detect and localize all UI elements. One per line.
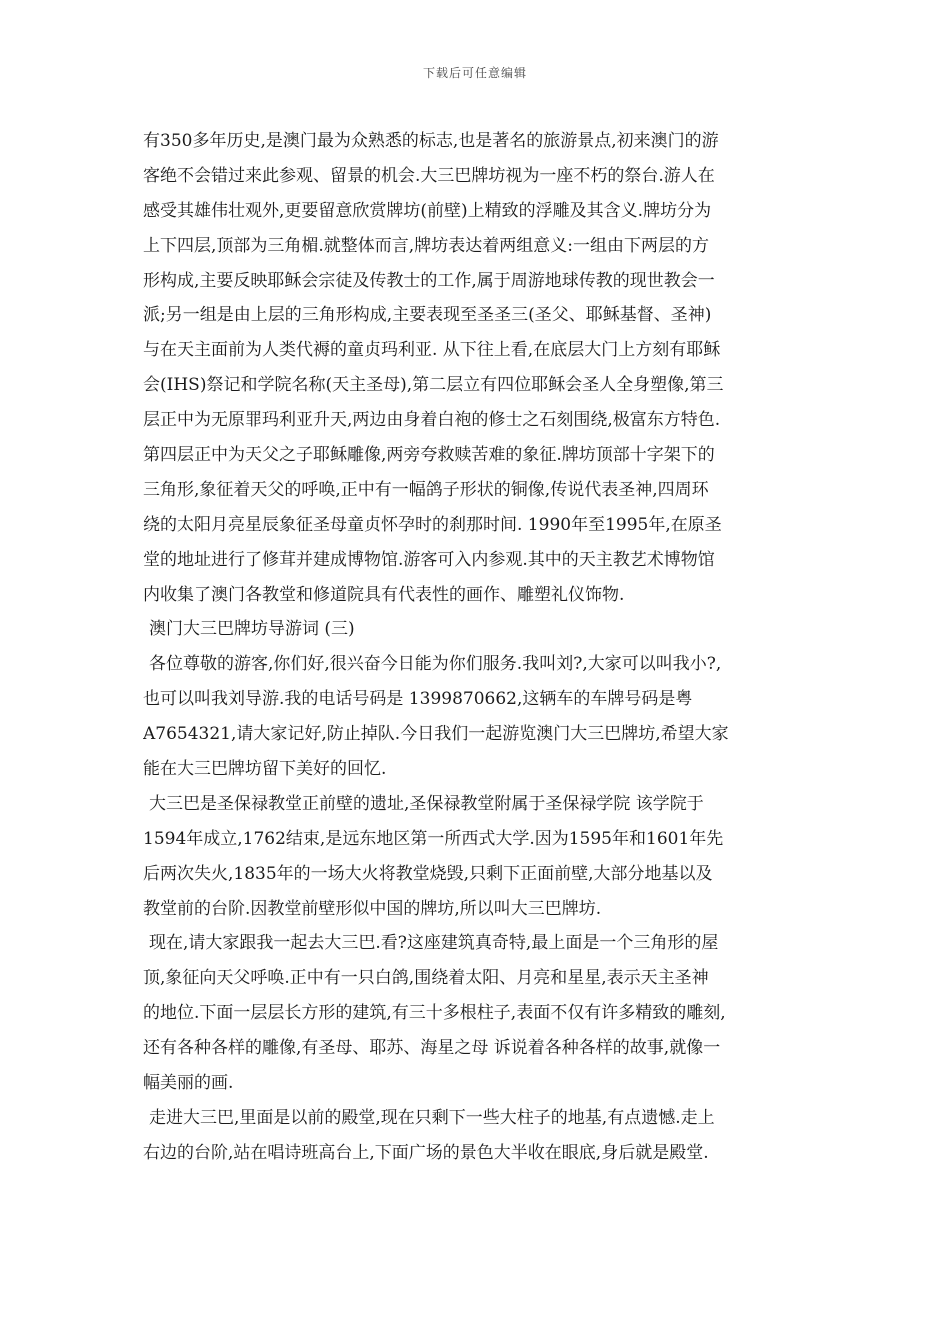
paragraph-start-line: 大三巴是圣保禄教堂正前壁的遗址,圣保禄教堂附属于圣保禄学院 该学院于 [149, 793, 704, 814]
paragraph-start-line: 各位尊敬的游客,你们好,很兴奋今日能为你们服务.我叫刘?,大家可以叫我小?, [149, 654, 722, 675]
text-line: 与在天主面前为人类代褥的童贞玛利亚. 从下往上看,在底层大门上方刻有耶稣 [143, 340, 721, 361]
text-line: 教堂前的台阶.因教堂前壁形似中国的牌坊,所以叫大三巴牌坊. [143, 898, 602, 919]
text-line: 顶,象征向天父呼唤.正中有一只白鸽,围绕着太阳、月亮和星星,表示天主圣神 [143, 968, 709, 989]
section-heading: 澳门大三巴牌坊导游词 (三) [149, 619, 355, 640]
text-line: 内收集了澳门各教堂和修道院具有代表性的画作、雕塑礼仪饰物. [143, 584, 625, 605]
text-line: 幅美丽的画. [143, 1073, 234, 1094]
text-line: 感受其雄伟壮观外,更要留意欣赏牌坊(前壁)上精致的浮雕及其含义.牌坊分为 [143, 200, 712, 221]
text-line: 形构成,主要反映耶稣会宗徒及传教士的工作,属于周游地球传教的现世教会一 [143, 270, 715, 291]
text-line: 上下四层,顶部为三角楣.就整体而言,牌坊表达着两组意义:一组由下两层的方 [143, 235, 709, 256]
text-line: A7654321,请大家记好,防止掉队.今日我们一起游览澳门大三巴牌坊,希望大家 [143, 724, 729, 745]
text-line: 绕的太阳月亮星辰象征圣母童贞怀孕时的刹那时间. 1990年至1995年,在原圣 [143, 514, 722, 535]
text-line: 第四层正中为天父之子耶稣雕像,两旁夸救赎苦难的象征.牌坊顶部十字架下的 [143, 445, 715, 466]
text-line: 1594年成立,1762结束,是远东地区第一所西式大学.因为1595年和1601年先 [143, 828, 724, 849]
text-line: 右边的台阶,站在唱诗班高台上,下面广场的景色大半收在眼底,身后就是殿堂. [143, 1142, 709, 1163]
page-header: 下载后可任意编辑 [422, 66, 527, 80]
text-line: 派;另一组是由上层的三角形构成,主要表现至圣圣三(圣父、耶稣基督、圣神) [143, 305, 712, 326]
text-line: 的地位.下面一层层长方形的建筑,有三十多根柱子,表面不仅有许多精致的雕刻, [143, 1003, 726, 1024]
document-body [143, 124, 807, 1171]
text-line: 会(IHS)祭记和学院名称(天主圣母),第二层立有四位耶稣会圣人全身塑像,第三 [143, 375, 724, 396]
paragraph-start-line: 现在,请大家跟我一起去大三巴.看?这座建筑真奇特,最上面是一个三角形的屋 [149, 933, 719, 954]
text-line: 能在大三巴牌坊留下美好的回忆. [143, 759, 387, 780]
text-line: 后两次失火,1835年的一场大火将教堂烧毁,只剩下正面前壁,大部分地基以及 [143, 863, 713, 884]
text-line: 层正中为无原罪玛利亚升天,两边由身着白袍的修士之石刻围绕,极富东方特色. [143, 410, 721, 431]
text-line: 堂的地址进行了修茸并建成博物馆.游客可入内参观.其中的天主教艺术博物馆 [143, 549, 715, 570]
text-line: 还有各种各样的雕像,有圣母、耶苏、海星之母 诉说着各种各样的故事,就像一 [143, 1038, 721, 1059]
paragraph-start-line: 走进大三巴,里面是以前的殿堂,现在只剩下一些大柱子的地基,有点遗憾.走上 [149, 1107, 715, 1128]
text-line: 客绝不会错过来此参观、留景的机会.大三巴牌坊视为一座不朽的祭台.游人在 [143, 165, 715, 186]
text-line: 三角形,象征着天父的呼唤,正中有一幅鸽子形状的铜像,传说代表圣神,四周环 [143, 479, 709, 500]
text-line: 也可以叫我刘导游.我的电话号码是 1399870662,这辆车的车牌号码是粤 [143, 689, 693, 710]
text-line: 有350多年历史,是澳门最为众熟悉的标志,也是著名的旅游景点,初来澳门的游 [143, 131, 719, 151]
